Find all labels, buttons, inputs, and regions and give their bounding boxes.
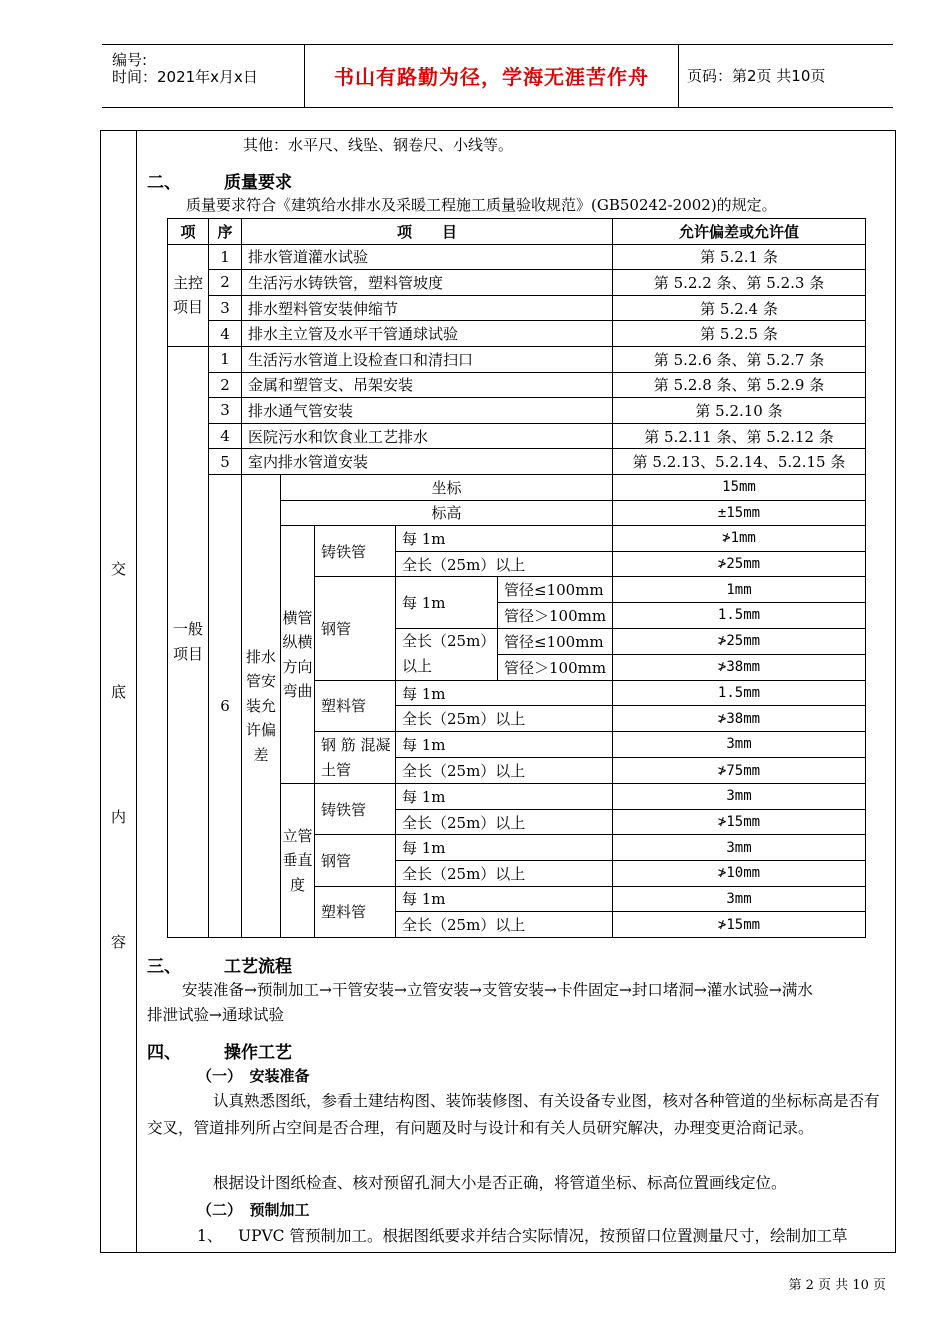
section-3-title: 工艺流程 (224, 957, 292, 977)
document-number-label: 编号: (112, 51, 148, 69)
elevation-label: 标高 (281, 500, 613, 526)
header-page-number: 页码：第2页 共10页 (687, 67, 826, 85)
table-header-row (168, 219, 866, 245)
value-cell: 3mm (613, 731, 866, 757)
side-label-column (101, 131, 137, 1252)
value-cell: ≯38mm (613, 654, 866, 680)
header-motto: 书山有路勤为径，学海无涯苦作舟 (334, 65, 649, 89)
quality-requirements-table (167, 218, 866, 938)
condition-cell: 每 1m (396, 680, 613, 706)
diameter-cell: 管径＞100mm (498, 654, 613, 680)
value-cell: 15mm (613, 474, 866, 500)
header-seq: 序 (209, 219, 242, 245)
process-flow-line-2: 排泄试验→通球试验 (147, 1006, 284, 1024)
pipe-type-cell: 钢管 (315, 577, 396, 680)
seq-cell: 2 (209, 372, 242, 398)
table-row (168, 398, 866, 424)
install-prep-paragraph-2: 根据设计图纸检查、核对预留孔洞大小是否正确，将管道坐标、标高位置画线定位。 (213, 1174, 787, 1192)
table-row (168, 270, 866, 296)
value-cell: 1mm (613, 577, 866, 603)
item-cell: 金属和塑管支、吊架安装 (242, 372, 613, 398)
value-cell: ≯25mm (613, 551, 866, 577)
condition-cell: 全长（25m）以上 (396, 706, 613, 732)
process-flow-line-1: 安装准备→预制加工→干管安装→立管安装→支管安装→卡件固定→封口堵洞→灌水试验→满水 (182, 981, 813, 999)
section-2-intro: 质量要求符合《建筑给水排水及采暖工程施工质量验收规范》(GB50242-2002)的规定。 (186, 196, 777, 214)
subsection-2-title: （二） 预制加工 (197, 1201, 310, 1219)
condition-cell: 全长（25m）以上 (396, 628, 498, 680)
value-cell: 1.5mm (613, 602, 866, 628)
item-cell: 医院污水和饮食业工艺排水 (242, 423, 613, 449)
subsection-1-title: （一） 安装准备 (197, 1067, 310, 1085)
table-row (168, 423, 866, 449)
condition-cell: 全长（25m）以上 (396, 912, 613, 938)
pipe-type-cell: 钢 筋 混凝土管 (315, 731, 396, 783)
seq-cell: 1 (209, 244, 242, 270)
table-row (168, 372, 866, 398)
value-cell: 第 5.2.13、5.2.14、5.2.15 条 (613, 449, 866, 475)
header-value: 允许偏差或允许值 (613, 219, 866, 245)
condition-cell: 全长（25m）以上 (396, 809, 613, 835)
side-label-char: 内 (110, 808, 126, 826)
seq-cell: 4 (209, 423, 242, 449)
side-label-char: 底 (110, 683, 126, 701)
item-cell: 生活污水管道上设检查口和清扫口 (242, 346, 613, 372)
section-4-number: 四、 (147, 1043, 181, 1063)
value-cell: ≯38mm (613, 706, 866, 732)
table-row (168, 449, 866, 475)
condition-cell: 全长（25m）以上 (396, 551, 613, 577)
tools-other-text: 其他：水平尺、线坠、钢卷尺、小线等。 (243, 136, 514, 154)
page-footer: 第 2 页 共 10 页 (788, 1278, 886, 1293)
pipe-type-cell: 钢管 (315, 835, 396, 886)
document-date-label: 时间：2021年x月x日 (112, 68, 258, 86)
main-control-group: 主控项目 (168, 244, 209, 346)
general-group: 一般项目 (168, 346, 209, 937)
pipe-type-cell: 铸铁管 (315, 526, 396, 577)
table-row (168, 244, 866, 270)
value-cell: 3mm (613, 835, 866, 861)
header-item: 项 (168, 219, 209, 245)
condition-cell: 每 1m (396, 731, 613, 757)
seq-cell: 2 (209, 270, 242, 296)
seq-cell: 3 (209, 295, 242, 321)
section-2-title: 质量要求 (224, 173, 292, 193)
value-cell: 第 5.2.10 条 (613, 398, 866, 424)
vertical-pipe-group: 立管垂直度 (281, 784, 315, 938)
section-2-number: 二、 (147, 173, 181, 193)
seq-cell: 4 (209, 321, 242, 347)
side-label-char: 交 (110, 560, 126, 578)
item-cell: 排水管道灌水试验 (242, 244, 613, 270)
header-motto-cell (305, 45, 679, 107)
condition-cell: 每 1m (396, 784, 613, 810)
value-cell: 3mm (613, 784, 866, 810)
pipe-type-cell: 塑料管 (315, 680, 396, 731)
coord-label: 坐标 (281, 474, 613, 500)
value-cell: ≯25mm (613, 628, 866, 654)
item-cell: 生活污水铸铁管，塑料管坡度 (242, 270, 613, 296)
condition-cell: 每 1m (396, 886, 613, 912)
list-item-number: 1、 (197, 1227, 223, 1245)
value-cell: 第 5.2.11 条、第 5.2.12 条 (613, 423, 866, 449)
pipe-type-cell: 铸铁管 (315, 784, 396, 835)
table-row (168, 346, 866, 372)
list-item-text: UPVC 管预制加工。根据图纸要求并结合实际情况，按预留口位置测量尺寸，绘制加工草 (238, 1227, 848, 1245)
value-cell: 第 5.2.4 条 (613, 295, 866, 321)
side-label-char: 容 (110, 933, 126, 951)
seq-cell: 5 (209, 449, 242, 475)
condition-cell: 每 1m (396, 526, 613, 552)
seq-cell: 1 (209, 346, 242, 372)
value-cell: 第 5.2.5 条 (613, 321, 866, 347)
condition-cell: 全长（25m）以上 (396, 860, 613, 886)
value-cell: ±15mm (613, 500, 866, 526)
section-4-title: 操作工艺 (224, 1043, 292, 1063)
condition-cell: 全长（25m）以上 (396, 758, 613, 784)
header-content: 项 目 (242, 219, 613, 245)
diameter-cell: 管径≤100mm (498, 628, 613, 654)
header-page-cell (679, 45, 893, 107)
diameter-cell: 管径＞100mm (498, 602, 613, 628)
value-cell: ≯15mm (613, 912, 866, 938)
tolerance-group: 排水管安装允许偏差 (242, 474, 281, 937)
item-cell: 排水主立管及水平干管通球试验 (242, 321, 613, 347)
pipe-type-cell: 塑料管 (315, 886, 396, 938)
value-cell: 第 5.2.1 条 (613, 244, 866, 270)
table-row (168, 321, 866, 347)
value-cell: 第 5.2.8 条、第 5.2.9 条 (613, 372, 866, 398)
item-cell: 排水通气管安装 (242, 398, 613, 424)
condition-cell: 每 1m (396, 577, 498, 628)
value-cell: ≯10mm (613, 860, 866, 886)
item-cell: 室内排水管道安装 (242, 449, 613, 475)
table-row (168, 295, 866, 321)
seq-cell: 3 (209, 398, 242, 424)
install-prep-paragraph-1: 认真熟悉图纸，参看土建结构图、装饰装修图、有关设备专业图，核对各种管道的坐标标高是否有交叉，管道排列所占空间是否合理，有问题及时与设计和有关人员研究解决，办理变更洽商记录。 (147, 1092, 880, 1137)
value-cell: 3mm (613, 886, 866, 912)
value-cell: 第 5.2.2 条、第 5.2.3 条 (613, 270, 866, 296)
value-cell: ≯1mm (613, 526, 866, 552)
table-row (168, 474, 866, 500)
diameter-cell: 管径≤100mm (498, 577, 613, 603)
seq-cell: 6 (209, 474, 242, 937)
condition-cell: 每 1m (396, 835, 613, 861)
header-meta (102, 45, 305, 107)
value-cell: 第 5.2.6 条、第 5.2.7 条 (613, 346, 866, 372)
item-cell: 排水塑料管安装伸缩节 (242, 295, 613, 321)
value-cell: ≯75mm (613, 758, 866, 784)
horizontal-pipe-group: 横管纵横方向弯曲 (281, 526, 315, 784)
value-cell: 1.5mm (613, 680, 866, 706)
page-header (102, 44, 893, 108)
value-cell: ≯15mm (613, 809, 866, 835)
section-3-number: 三、 (147, 957, 181, 977)
